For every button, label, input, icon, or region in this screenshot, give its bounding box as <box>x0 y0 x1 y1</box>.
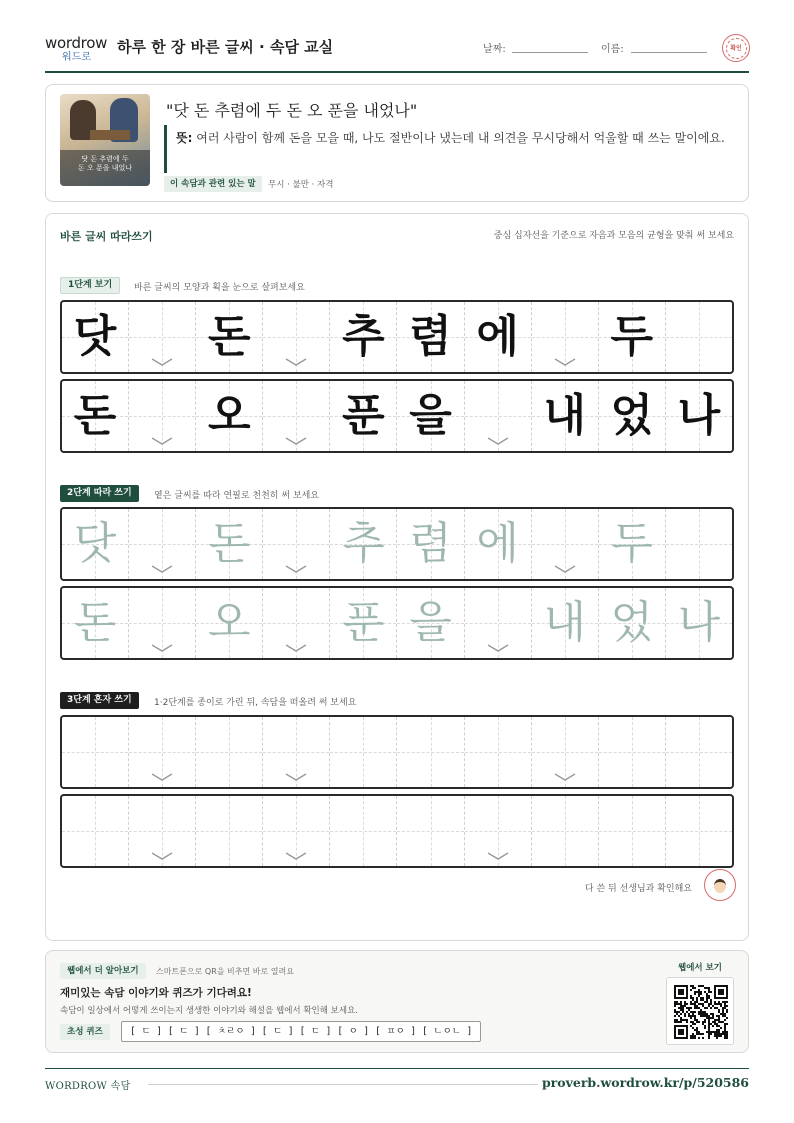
space-mark-icon <box>284 357 308 367</box>
teacher-stamp-icon <box>704 869 736 901</box>
qr-code[interactable] <box>666 977 734 1045</box>
caption-line-2: 돈 오 푼을 내었나 <box>77 164 132 172</box>
grid-character: 오 <box>207 390 251 441</box>
footer-url[interactable]: proverb.wordrow.kr/p/520586 <box>541 1075 749 1090</box>
handwriting-practice-card <box>45 213 749 941</box>
grid-cell[interactable] <box>397 796 464 866</box>
grid-cell <box>666 381 732 451</box>
grid-cell <box>129 302 196 372</box>
space-mark-icon <box>284 436 308 446</box>
grid-cell[interactable] <box>599 588 666 658</box>
space-mark-icon <box>284 851 308 861</box>
step3-row-2[interactable] <box>60 794 734 868</box>
grid-character: 돈 <box>207 311 251 362</box>
grid-cell <box>666 302 732 372</box>
name-label: 이름: <box>601 44 624 55</box>
space-mark-icon <box>486 851 510 861</box>
grid-cell[interactable] <box>599 796 666 866</box>
grid-character: 닷 <box>73 518 117 569</box>
grid-cell[interactable] <box>666 588 732 658</box>
grid-cell[interactable] <box>599 509 666 579</box>
grid-character: 돈 <box>73 390 117 441</box>
grid-cell <box>465 302 532 372</box>
grid-cell <box>532 381 599 451</box>
grid-cell <box>397 381 464 451</box>
step3-description: 1·2단계를 종이로 가린 뒤, 속담을 떠올려 써 보세요 <box>154 698 357 708</box>
step2-row-2[interactable] <box>60 586 734 660</box>
grid-cell[interactable] <box>129 509 196 579</box>
confirm-stamp-icon <box>722 34 750 62</box>
grid-cell <box>599 302 666 372</box>
related-words-badge: 이 속담과 관련 있는 말 <box>164 176 262 192</box>
space-mark-icon <box>150 436 174 446</box>
grid-cell[interactable] <box>397 509 464 579</box>
practice-title: 바른 글씨 따라쓰기 <box>60 230 153 243</box>
grid-character: 내 <box>543 390 586 441</box>
grid-cell <box>129 381 196 451</box>
space-mark-icon <box>150 772 174 782</box>
date-field[interactable] <box>512 52 588 53</box>
grid-character: 렴 <box>409 311 452 362</box>
illustration-caption <box>60 150 150 186</box>
grid-cell[interactable] <box>666 717 732 787</box>
proverb-meaning <box>176 129 736 148</box>
grid-character: 추 <box>342 518 385 569</box>
grid-cell <box>62 381 129 451</box>
grid-cell[interactable] <box>330 509 397 579</box>
grid-cell[interactable] <box>62 717 129 787</box>
grid-character: 내 <box>543 597 586 648</box>
grid-character: 돈 <box>207 518 251 569</box>
step1-row-1 <box>60 300 734 374</box>
grid-cell[interactable] <box>62 588 129 658</box>
grid-cell[interactable] <box>330 588 397 658</box>
grid-character: 에 <box>476 311 519 362</box>
grid-cell <box>263 302 330 372</box>
qr-code-icon <box>674 985 728 1039</box>
grid-cell[interactable] <box>465 717 532 787</box>
grid-cell <box>465 381 532 451</box>
grid-cell[interactable] <box>465 588 532 658</box>
space-mark-icon <box>486 643 510 653</box>
space-mark-icon <box>150 851 174 861</box>
web-more-badge: 웹에서 더 알아보기 <box>60 963 146 979</box>
grid-character: 푼 <box>342 597 385 648</box>
step3-row-1[interactable] <box>60 715 734 789</box>
grid-cell <box>196 302 263 372</box>
step1-badge: 1단계 보기 <box>60 277 120 294</box>
name-field[interactable] <box>631 52 707 53</box>
grid-cell[interactable] <box>465 796 532 866</box>
space-mark-icon <box>284 643 308 653</box>
grid-cell <box>599 381 666 451</box>
page-title: 하루 한 장 바른 글씨 · 속담 교실 <box>117 38 334 56</box>
grid-cell <box>397 302 464 372</box>
web-more-box <box>45 950 749 1053</box>
web-headline: 재미있는 속담 이야기와 퀴즈가 기다려요! <box>60 987 252 999</box>
proverb-title: "닷 돈 추렴에 두 돈 오 푼을 내었나" <box>166 101 418 120</box>
grid-cell[interactable] <box>62 796 129 866</box>
grid-cell[interactable] <box>129 717 196 787</box>
space-mark-icon <box>150 643 174 653</box>
grid-cell[interactable] <box>263 588 330 658</box>
grid-cell[interactable] <box>532 509 599 579</box>
grid-character: 돈 <box>73 597 117 648</box>
grid-cell <box>330 302 397 372</box>
grid-cell[interactable] <box>129 588 196 658</box>
grid-cell[interactable] <box>330 717 397 787</box>
step2-row-1[interactable] <box>60 507 734 581</box>
step3-badge: 3단계 혼자 쓰기 <box>60 692 139 709</box>
grid-character: 나 <box>677 390 721 441</box>
date-label: 날짜: <box>483 44 506 55</box>
chosung-quiz-badge: 초성 퀴즈 <box>60 1024 110 1040</box>
web-more-description: 스마트폰으로 QR을 비추면 바로 열려요 <box>156 967 294 976</box>
grid-character: 을 <box>409 390 452 441</box>
meaning-label: 뜻: <box>176 131 193 145</box>
space-mark-icon <box>486 436 510 446</box>
page-header <box>45 28 749 74</box>
web-body-text: 속담이 일상에서 어떻게 쓰이는지 생생한 이야기와 해설을 웹에서 확인해 보세요. <box>60 1006 358 1016</box>
grid-cell[interactable] <box>532 796 599 866</box>
grid-cell <box>62 302 129 372</box>
grid-character: 두 <box>610 518 654 569</box>
step1-row-2 <box>60 379 734 453</box>
grid-cell[interactable] <box>129 796 196 866</box>
grid-cell[interactable] <box>263 717 330 787</box>
grid-cell[interactable] <box>599 717 666 787</box>
space-mark-icon <box>150 357 174 367</box>
space-mark-icon <box>553 564 577 574</box>
step1-description: 바른 글씨의 모양과 획을 눈으로 살펴보세요 <box>134 283 305 293</box>
grid-character: 었 <box>610 597 654 648</box>
grid-character: 나 <box>677 597 721 648</box>
grid-cell[interactable] <box>62 509 129 579</box>
grid-character: 에 <box>476 518 519 569</box>
grid-cell[interactable] <box>397 588 464 658</box>
logo-sub-text: 워드로 <box>62 52 91 63</box>
grid-cell <box>532 302 599 372</box>
grid-cell[interactable] <box>196 717 263 787</box>
space-mark-icon <box>284 564 308 574</box>
footer-brand: WORDROW 속담 <box>45 1081 131 1092</box>
grid-character: 두 <box>610 311 654 362</box>
step2-badge: 2단계 따라 쓰기 <box>60 485 139 502</box>
grid-cell[interactable] <box>666 509 732 579</box>
seal-text: 확인 <box>730 45 742 52</box>
logo-main-text: wordrow <box>45 34 108 52</box>
grid-cell[interactable] <box>532 717 599 787</box>
space-mark-icon <box>150 564 174 574</box>
grid-cell[interactable] <box>196 509 263 579</box>
qr-label: 웹에서 보기 <box>678 963 723 973</box>
proverb-card <box>45 84 749 202</box>
grid-character: 추 <box>342 311 385 362</box>
wordrow-logo[interactable] <box>45 34 108 63</box>
space-mark-icon <box>284 772 308 782</box>
header-divider <box>45 71 749 73</box>
grid-cell[interactable] <box>263 796 330 866</box>
footer-line <box>148 1084 538 1085</box>
grid-cell[interactable] <box>666 796 732 866</box>
grid-character: 을 <box>409 597 452 648</box>
grid-cell[interactable] <box>532 588 599 658</box>
grid-cell[interactable] <box>196 588 263 658</box>
grid-cell <box>196 381 263 451</box>
proverb-illustration <box>60 94 150 186</box>
grid-cell[interactable] <box>465 509 532 579</box>
step2-description: 옅은 글씨를 따라 연필로 천천히 써 보세요 <box>154 491 319 501</box>
grid-cell[interactable] <box>397 717 464 787</box>
grid-character: 푼 <box>342 390 385 441</box>
space-mark-icon <box>553 357 577 367</box>
footer-divider <box>45 1068 749 1069</box>
grid-character: 었 <box>610 390 654 441</box>
practice-description: 중심 십자선을 기준으로 자음과 모음의 균형을 맞춰 써 보세요 <box>493 231 734 241</box>
grid-character: 렴 <box>409 518 452 569</box>
caption-line-1: 닷 돈 추렴에 두 <box>81 155 129 163</box>
grid-cell <box>263 381 330 451</box>
space-mark-icon <box>553 772 577 782</box>
chosung-quiz-text: [ ㄷ ] [ ㄷ ] [ ㅊㄹㅇ ] [ ㄷ ] [ ㄷ ] [ ㅇ ] [ ㅍㅇ ] [ ㄴㅇㄴ ] <box>121 1021 481 1042</box>
grid-cell[interactable] <box>196 796 263 866</box>
grid-character: 닷 <box>73 311 117 362</box>
grid-cell[interactable] <box>330 796 397 866</box>
meaning-accent-bar <box>164 125 167 173</box>
meaning-text: 여러 사람이 함께 돈을 모을 때, 나도 절반이나 냈는데 내 의견을 무시당해서 억울할 때 쓰는 말이에요. <box>196 131 725 145</box>
grid-cell <box>330 381 397 451</box>
teacher-check-note: 다 쓴 뒤 선생님과 확인해요 <box>584 884 692 894</box>
grid-character: 오 <box>207 597 251 648</box>
related-words: 무시 · 불만 · 자격 <box>268 180 334 190</box>
grid-cell[interactable] <box>263 509 330 579</box>
